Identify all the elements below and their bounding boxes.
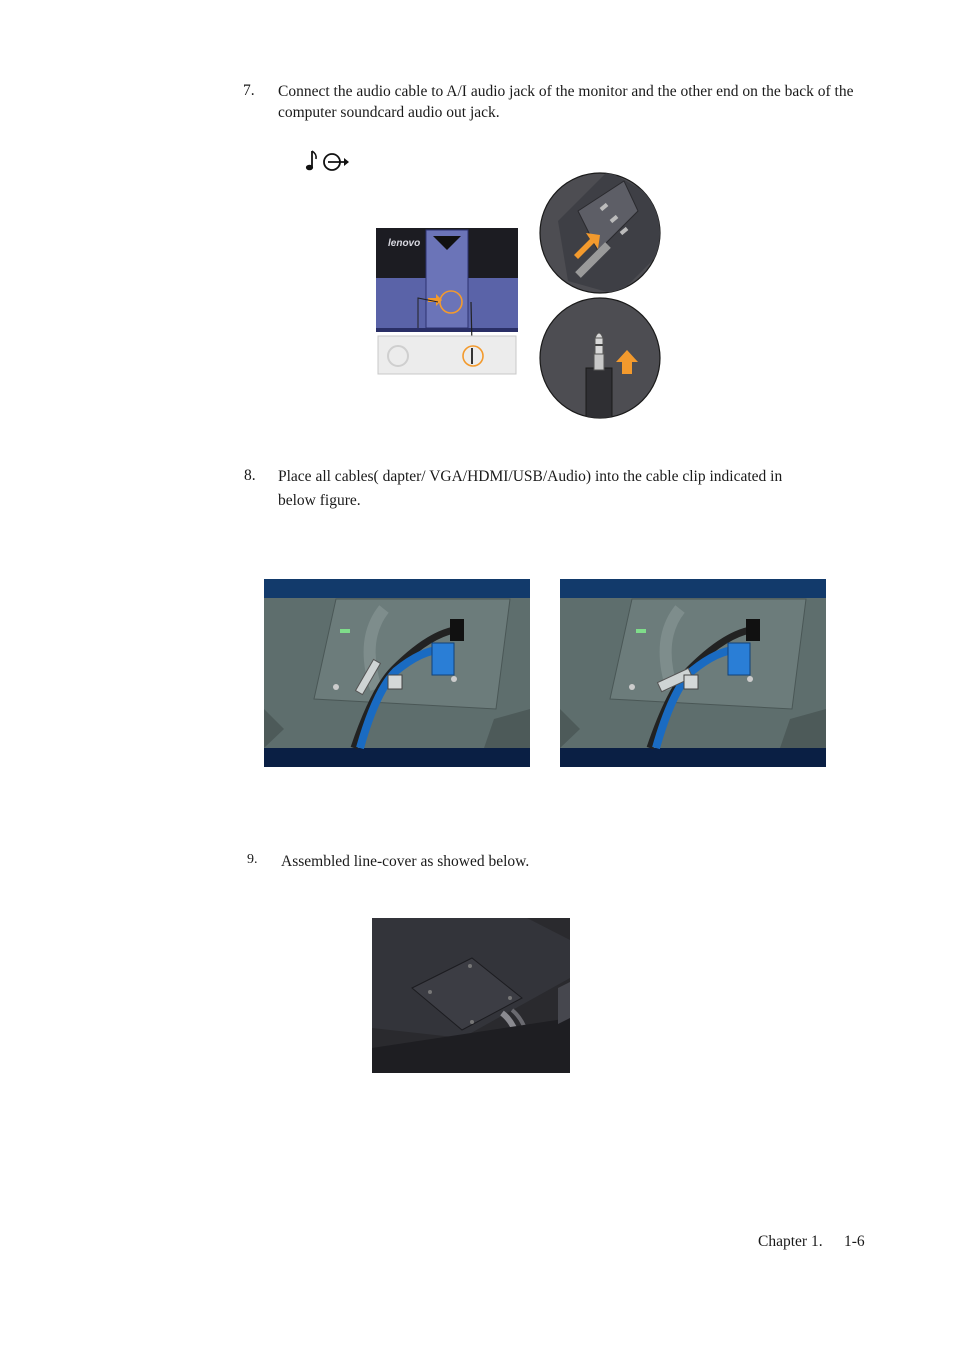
audio-out-icon: [304, 147, 352, 173]
step-7-text: Connect the audio cable to A/I audio jack of the monitor and the other end on the back of the computer soundcard audio out jack.: [278, 83, 854, 121]
step-8-number: 8.: [244, 467, 256, 484]
cable-clip-open-figure: [264, 579, 530, 767]
line-cover-figure: [372, 918, 570, 1073]
svg-text:lenovo: lenovo: [388, 238, 421, 249]
step-8-text-line2: below figure.: [278, 492, 361, 509]
step-7-number: 7.: [243, 82, 255, 99]
step-9-number: 9.: [247, 852, 258, 867]
cable-clip-closed-figure: [560, 579, 826, 767]
step-8-text-line1: Place all cables( dapter/ VGA/HDMI/USB/Audio) into the cable clip indicated in: [278, 468, 783, 485]
zoom-port-figure: [538, 171, 662, 295]
monitor-rear-figure: [376, 226, 519, 376]
footer-page-number: 1-6: [844, 1233, 865, 1250]
zoom-plug-figure: [538, 296, 662, 420]
step-9-text: Assembled line-cover as showed below.: [281, 853, 530, 870]
footer-chapter: Chapter 1.: [758, 1233, 823, 1250]
